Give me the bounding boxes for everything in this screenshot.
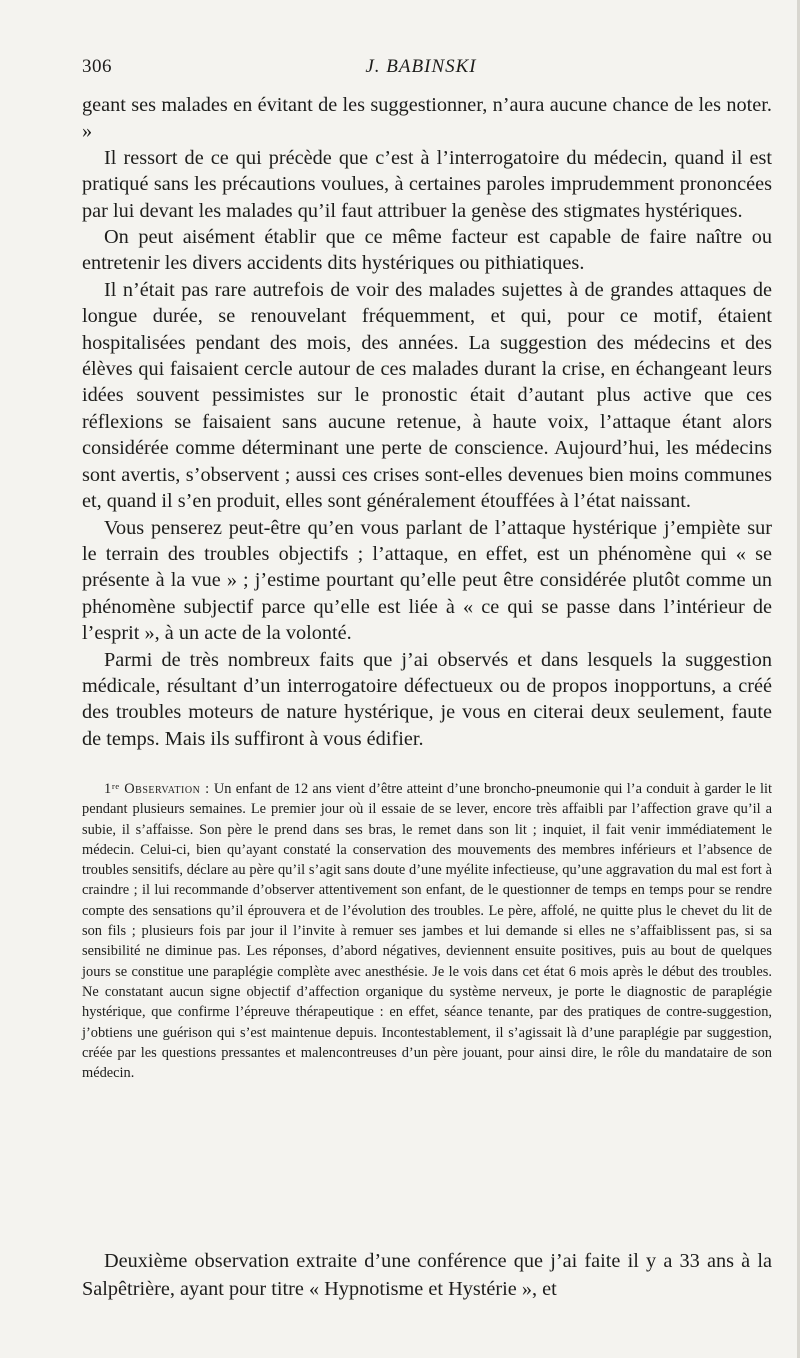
paragraph: On peut aisément établir que ce même facteur est capable de faire naître ou entretenir les divers accidents dits hystériques ou pithiatiques.: [82, 226, 772, 275]
paragraph: Parmi de très nombreux faits que j’ai observés et dans lesquels la suggestion médicale, résultant d’un interrogatoire défectueux ou de propos inopportuns, a créé des troubles moteurs de nature hystérique, je vous en citerai deux seulement, faute de temps. Mais ils suffiront à vous édifier.: [82, 648, 772, 750]
main-text: [82, 92, 772, 752]
observation-text: Un enfant de 12 ans vient d’être atteint d’une broncho-pneumonie qui l’a conduit à garder le lit pendant plusieurs semaines. Le premier jour où il essaie de se lever, encore très affaibli par l’affection grave qu’il a subie, il s’affaisse. Son père le prend dans ses bras, le remet dans son lit ; inquiet, il fait venir immédiatement le médecin. Celui-ci, bien qu’ayant constaté la conservation des mouvements des membres inférieurs et l’absence de troubles sensitifs, déclare au père qu’il s’agit sans doute d’une myélite infectieuse, qu’une aggravation du mal est fort à craindre ; il lui recommande d’observer attentivement son enfant, de le questionner de temps en temps pour se rendre compte des sensations qu’il éprouvera et de l’évolution des troubles. Le père, affolé, ne quitte plus le chevet du lit de son fils ; plusieurs fois par jour il l’invite à remuer ses jambes et lui demande si elles ne s’affaiblissent pas, si sa sensibilité ne diminue pas. Les réponses, d’abord négatives, deviennent ensuite positives, puis au bout de quelques jours se constitue une paraplégie complète avec anesthésie. Je le vois dans cet état 6 mois après le début des troubles. Ne constatant aucun signe objectif d’affection organique du système nerveux, je porte le diagnostic de paraplégie hystérique, que confirme l’épreuve thérapeutique : en effet, séance tenante, par des pratiques de contre-suggestion, j’obtiens une guérison qui s’est maintenue depuis. Incontestablement, il s’agissait là d’une paraplégie par suggestion, créée par les questions pressantes et malencontreuses d’un père jouant, pour ainsi dire, le rôle du mandataire de son médecin.: [82, 781, 772, 1082]
page-number: 306: [82, 56, 112, 77]
paragraph: Il n’était pas rare autrefois de voir des malades sujettes à de grandes attaques de longue durée, se renouvelant fréquemment, et qui, pour ce motif, étaient hospitalisées pendant des mois, des années. La suggestion des médecins et des élèves qui faisaient cercle autour de ces malades durant la crise, en échangeant leurs idées souvent pessimistes sur le pronostic était d’autant plus active que ces réflexions se faisaient sans aucune retenue, à haute voix, l’attaque étant alors considérée comme déterminant une perte de conscience. Aujourd’hui, les médecins sont avertis, s’observent ; aussi ces crises sont-elles devenues bien moins communes et, quand il s’en produit, elles sont généralement étouffées à l’état naissant.: [82, 278, 772, 513]
paragraph: Vous penserez peut-être qu’en vous parlant de l’attaque hystérique j’empiète sur le terrain des troubles objectifs ; l’attaque, en effet, est un phénomène qui « se présente à la vue » ; j’estime pourtant qu’elle peut être considérée plutôt comme un phénomène subjectif parce qu’elle est liée à « ce qui se passe dans l’intérieur de l’esprit », à un acte de la volonté.: [82, 516, 772, 645]
paragraph: geant ses malades en évitant de les suggestionner, n’aura aucune chance de les noter. »: [82, 94, 772, 143]
observation-label: 1ʳᵉ Observation :: [104, 781, 210, 797]
observation-block: [82, 779, 772, 1083]
closing-paragraph: Deuxième observation extraite d’une conférence que j’ai faite il y a 33 ans à la Salpêtrière, ayant pour titre « Hypnotisme et Hystérie », et: [82, 1250, 772, 1300]
paragraph: Il ressort de ce qui précède que c’est à l’interrogatoire du médecin, quand il est pratiqué sans les précautions voulues, à certaines paroles imprudemment prononcées par lui devant les malades qu’il faut attribuer la genèse des stigmates hystériques.: [82, 146, 772, 222]
observation-paragraph: [82, 779, 772, 1083]
closing-text: [82, 1247, 772, 1303]
page-header: [82, 56, 760, 86]
running-head: J. BABINSKI: [365, 56, 477, 77]
